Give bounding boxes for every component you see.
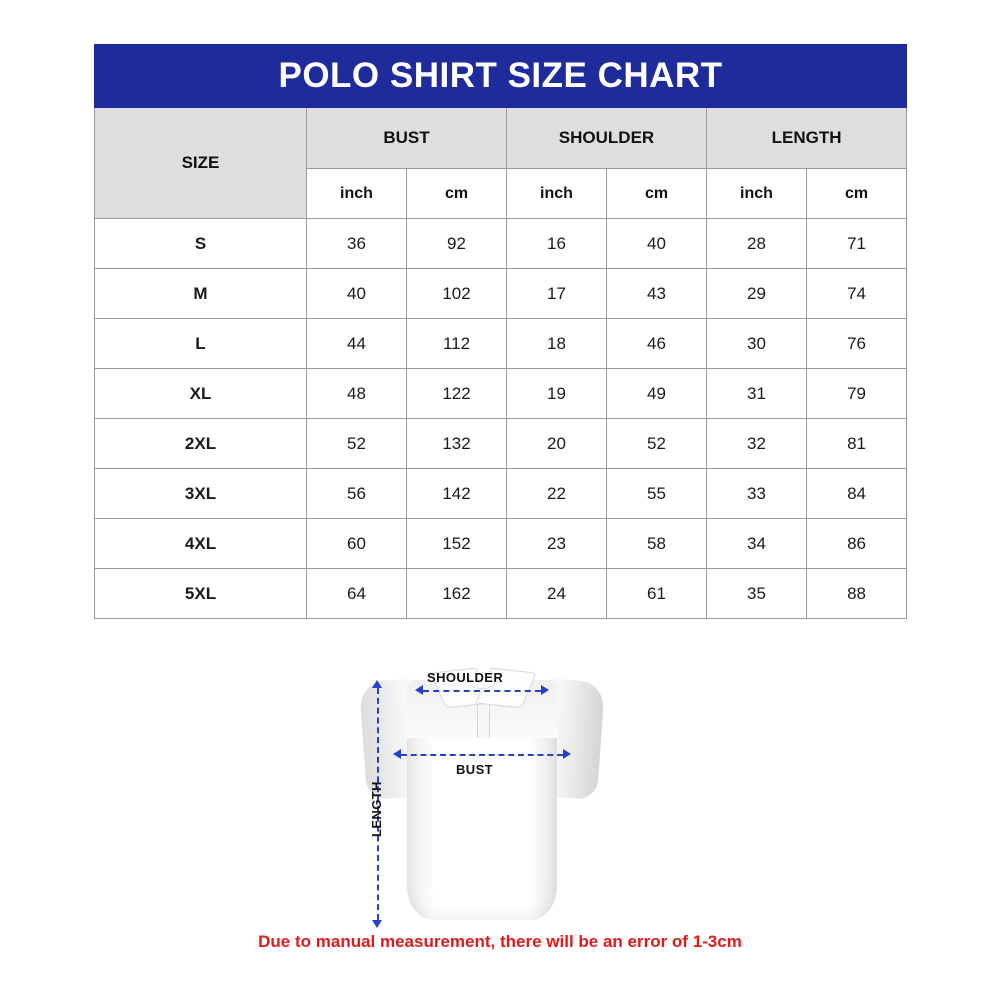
cell-length-cm: 86 <box>807 519 907 569</box>
cell-bust-cm: 152 <box>407 519 507 569</box>
cell-length-inch: 33 <box>707 469 807 519</box>
table-row <box>95 219 907 269</box>
shoulder-guide-line <box>423 690 541 692</box>
cell-size: 4XL <box>95 519 307 569</box>
bust-guide-line <box>401 754 563 756</box>
cell-shoulder-cm: 49 <box>607 369 707 419</box>
cell-bust-inch: 36 <box>307 219 407 269</box>
header-bust: BUST <box>307 108 507 169</box>
unit-bust-inch: inch <box>307 169 407 219</box>
cell-length-inch: 28 <box>707 219 807 269</box>
table-row <box>95 319 907 369</box>
cell-bust-cm: 112 <box>407 319 507 369</box>
length-arrow-down-icon <box>372 920 382 928</box>
table-row <box>95 369 907 419</box>
cell-length-inch: 35 <box>707 569 807 619</box>
cell-shoulder-inch: 17 <box>507 269 607 319</box>
length-arrow-up-icon <box>372 680 382 688</box>
bust-arrow-right-icon <box>563 749 571 759</box>
cell-length-inch: 30 <box>707 319 807 369</box>
unit-length-cm: cm <box>807 169 907 219</box>
cell-size: L <box>95 319 307 369</box>
unit-shoulder-cm: cm <box>607 169 707 219</box>
cell-bust-cm: 162 <box>407 569 507 619</box>
unit-bust-cm: cm <box>407 169 507 219</box>
cell-shoulder-inch: 18 <box>507 319 607 369</box>
table-header-row <box>95 108 907 169</box>
cell-bust-cm: 122 <box>407 369 507 419</box>
table-row <box>95 469 907 519</box>
cell-length-inch: 31 <box>707 369 807 419</box>
unit-length-inch: inch <box>707 169 807 219</box>
cell-shoulder-inch: 23 <box>507 519 607 569</box>
cell-length-inch: 34 <box>707 519 807 569</box>
cell-length-cm: 88 <box>807 569 907 619</box>
cell-size: 5XL <box>95 569 307 619</box>
length-label: LENGTH <box>369 781 384 837</box>
cell-length-cm: 79 <box>807 369 907 419</box>
cell-bust-inch: 40 <box>307 269 407 319</box>
bust-label: BUST <box>456 762 493 777</box>
header-shoulder: SHOULDER <box>507 108 707 169</box>
table-row <box>95 269 907 319</box>
cell-length-cm: 71 <box>807 219 907 269</box>
cell-size: S <box>95 219 307 269</box>
cell-bust-inch: 56 <box>307 469 407 519</box>
measurement-illustration <box>355 632 645 932</box>
cell-length-inch: 29 <box>707 269 807 319</box>
cell-shoulder-cm: 52 <box>607 419 707 469</box>
shoulder-arrow-left-icon <box>415 685 423 695</box>
table-row <box>95 419 907 469</box>
cell-bust-inch: 60 <box>307 519 407 569</box>
unit-shoulder-inch: inch <box>507 169 607 219</box>
cell-length-cm: 74 <box>807 269 907 319</box>
shoulder-label: SHOULDER <box>427 670 504 685</box>
size-chart-container <box>94 44 906 619</box>
bust-arrow-left-icon <box>393 749 401 759</box>
table-row <box>95 569 907 619</box>
size-chart-table <box>94 44 907 619</box>
shoulder-arrow-right-icon <box>541 685 549 695</box>
cell-bust-cm: 142 <box>407 469 507 519</box>
cell-bust-inch: 48 <box>307 369 407 419</box>
table-row <box>95 519 907 569</box>
cell-length-cm: 84 <box>807 469 907 519</box>
cell-bust-inch: 64 <box>307 569 407 619</box>
cell-shoulder-cm: 40 <box>607 219 707 269</box>
header-length: LENGTH <box>707 108 907 169</box>
cell-shoulder-inch: 22 <box>507 469 607 519</box>
cell-bust-inch: 44 <box>307 319 407 369</box>
header-size: SIZE <box>95 108 307 219</box>
measurement-note: Due to manual measurement, there will be an error of 1-3cm <box>258 932 742 951</box>
cell-length-cm: 81 <box>807 419 907 469</box>
cell-shoulder-cm: 46 <box>607 319 707 369</box>
cell-shoulder-cm: 43 <box>607 269 707 319</box>
cell-bust-cm: 102 <box>407 269 507 319</box>
cell-shoulder-inch: 20 <box>507 419 607 469</box>
cell-shoulder-inch: 16 <box>507 219 607 269</box>
page-title: POLO SHIRT SIZE CHART <box>95 45 907 108</box>
cell-shoulder-cm: 58 <box>607 519 707 569</box>
table-title-row <box>95 45 907 108</box>
cell-length-cm: 76 <box>807 319 907 369</box>
cell-bust-cm: 132 <box>407 419 507 469</box>
cell-length-inch: 32 <box>707 419 807 469</box>
cell-size: 2XL <box>95 419 307 469</box>
cell-size: 3XL <box>95 469 307 519</box>
cell-bust-inch: 52 <box>307 419 407 469</box>
cell-shoulder-cm: 55 <box>607 469 707 519</box>
cell-size: XL <box>95 369 307 419</box>
cell-shoulder-inch: 24 <box>507 569 607 619</box>
cell-shoulder-inch: 19 <box>507 369 607 419</box>
cell-bust-cm: 92 <box>407 219 507 269</box>
cell-shoulder-cm: 61 <box>607 569 707 619</box>
cell-size: M <box>95 269 307 319</box>
